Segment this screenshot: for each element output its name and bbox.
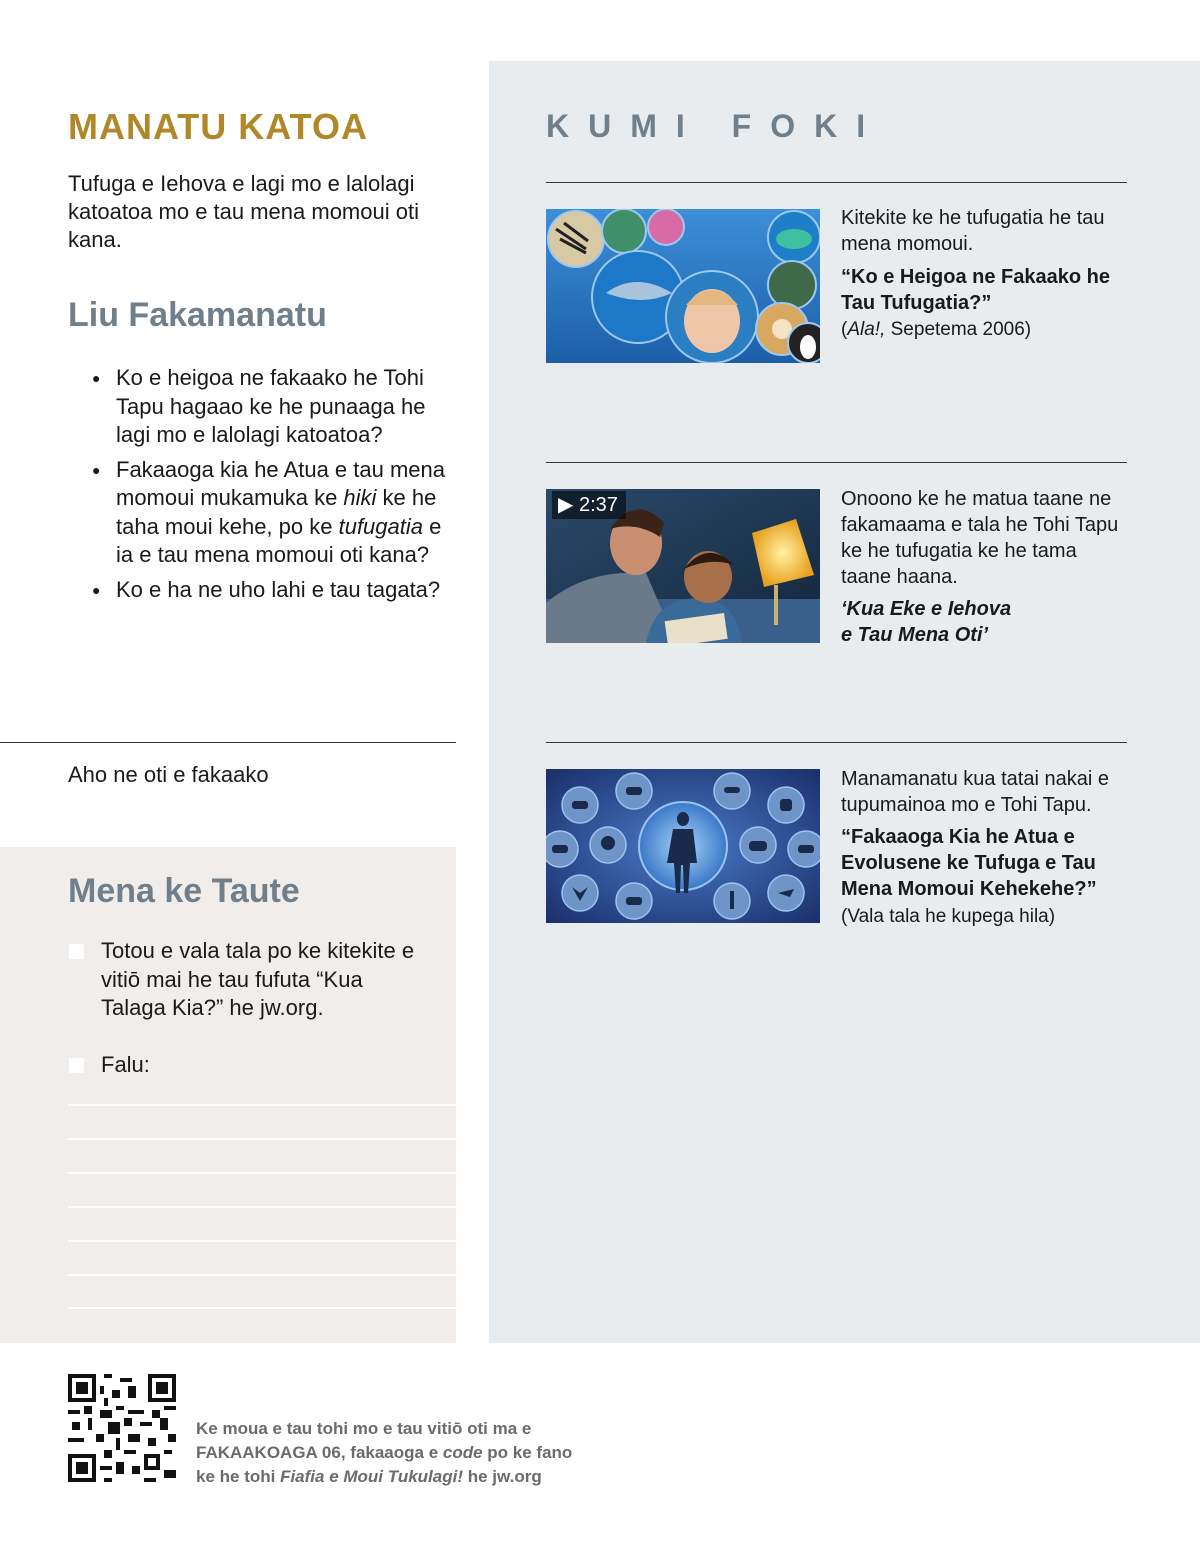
review-question — [92, 364, 462, 450]
resource-description: Kitekite ke he tufugatia he tau mena momoui. — [841, 207, 1105, 255]
footer-line: he jw.org — [463, 1467, 542, 1486]
resource-source: (Vala tala he kupega hila) — [841, 906, 1056, 927]
review-heading: Liu Fakamanatu — [68, 296, 327, 334]
video-duration-badge — [552, 491, 626, 519]
write-line[interactable] — [68, 1274, 456, 1276]
goals-panel — [0, 847, 456, 1343]
write-line[interactable] — [68, 1307, 456, 1309]
write-line[interactable] — [68, 1172, 456, 1174]
resource-description: Onoono ke he matua taane ne fakamaama e tala he Tohi Tapu ke he tufugatia ke he tama taane haana. — [841, 488, 1119, 588]
human-animals-circle-image[interactable] — [546, 769, 820, 923]
review-question-list — [92, 364, 462, 610]
divider — [0, 742, 456, 743]
resource-title[interactable] — [841, 824, 1126, 930]
emphasis-text: hiki — [343, 485, 377, 510]
qr-code-icon[interactable] — [68, 1374, 176, 1482]
more-heading: KUMI FOKI — [546, 108, 885, 144]
review-question-text: Ko e ha ne uho lahi e tau tagata? — [116, 576, 441, 602]
divider — [546, 182, 1127, 183]
divider — [546, 462, 1127, 463]
source-publication: Ala!, — [847, 319, 886, 340]
video-duration-text: 2:37 — [578, 494, 618, 516]
summary-heading: MANATU KATOA — [68, 106, 368, 147]
review-question-text: Fakaaoga kia he Atua e tau mena momoui mukamuka ke — [116, 456, 446, 510]
review-question — [92, 576, 462, 605]
resource-title-text: “Ko e Heigoa ne Fakaako he Tau Tufugatia?” — [841, 266, 1110, 314]
goal-checkbox[interactable] — [69, 1058, 84, 1073]
resource-title[interactable] — [841, 596, 1016, 648]
footer-emphasis: code — [442, 1443, 483, 1462]
goals-heading: Mena ke Taute — [68, 872, 300, 910]
footer-line: ke he tohi — [196, 1467, 281, 1486]
resource-title-text: “Fakaaoga Kia he Atua e Evolusene ke Tufuga e Tau Mena Momoui Kehekehe?” — [841, 826, 1097, 900]
review-question-text: Ko e heigoa ne fakaako he Tohi Tapu hagaao ke he punaaga he lagi mo e lalolagi katoatoa? — [116, 365, 426, 447]
write-line[interactable] — [68, 1138, 456, 1140]
summary-text: Tufuga e Iehova e lagi mo e lalolagi katoatoa mo e tau mena momoui oti kana. — [68, 171, 419, 252]
creation-collage-image[interactable] — [546, 209, 820, 363]
source-date: Sepetema 2006) — [885, 319, 1032, 340]
footer-line: FAKAAKOAGA 06, fakaaoga e — [196, 1443, 443, 1462]
source-paren: ( — [841, 319, 848, 340]
date-completed-label: Aho ne oti e fakaako — [68, 762, 269, 787]
play-icon: ▶ — [558, 494, 574, 516]
goal-checkbox[interactable] — [69, 944, 84, 959]
resource-source — [841, 319, 1031, 340]
review-question — [92, 456, 462, 570]
human-animals-svg — [546, 769, 820, 923]
review-question-text: ke he taha moui kehe, po ke — [116, 485, 437, 539]
goal-item-text: Falu: — [101, 1052, 150, 1077]
qr-code-svg — [68, 1374, 176, 1482]
footer-text — [196, 1417, 596, 1489]
footer-line: Ke moua e tau tohi mo e tau vitiō oti ma e — [196, 1419, 532, 1438]
goal-item-text: Totou e vala tala po ke kitekite e vitiō mai he tau fufuta “Kua Talaga Kia?” he jw.org. — [101, 938, 415, 1020]
creation-collage-svg — [546, 209, 820, 363]
father-son-video-thumbnail[interactable] — [546, 489, 820, 643]
divider — [546, 742, 1127, 743]
resource-description: Manamanatu kua tatai nakai e tupumainoa mo e Tohi Tapu. — [841, 768, 1109, 816]
write-line[interactable] — [68, 1104, 456, 1106]
footer-emphasis: Fiafia e Moui Tukulagi! — [280, 1467, 464, 1486]
emphasis-text: tufugatia — [338, 513, 423, 539]
write-line[interactable] — [68, 1206, 456, 1208]
resource-title[interactable] — [841, 264, 1131, 343]
footer-line: po ke fano — [482, 1443, 573, 1462]
review-question-text: e ia e tau mena momoui oti kana? — [116, 513, 442, 567]
resource-title-text: ‘Kua Eke e Iehova e Tau Mena Oti’ — [841, 598, 1012, 646]
write-line[interactable] — [68, 1240, 456, 1242]
